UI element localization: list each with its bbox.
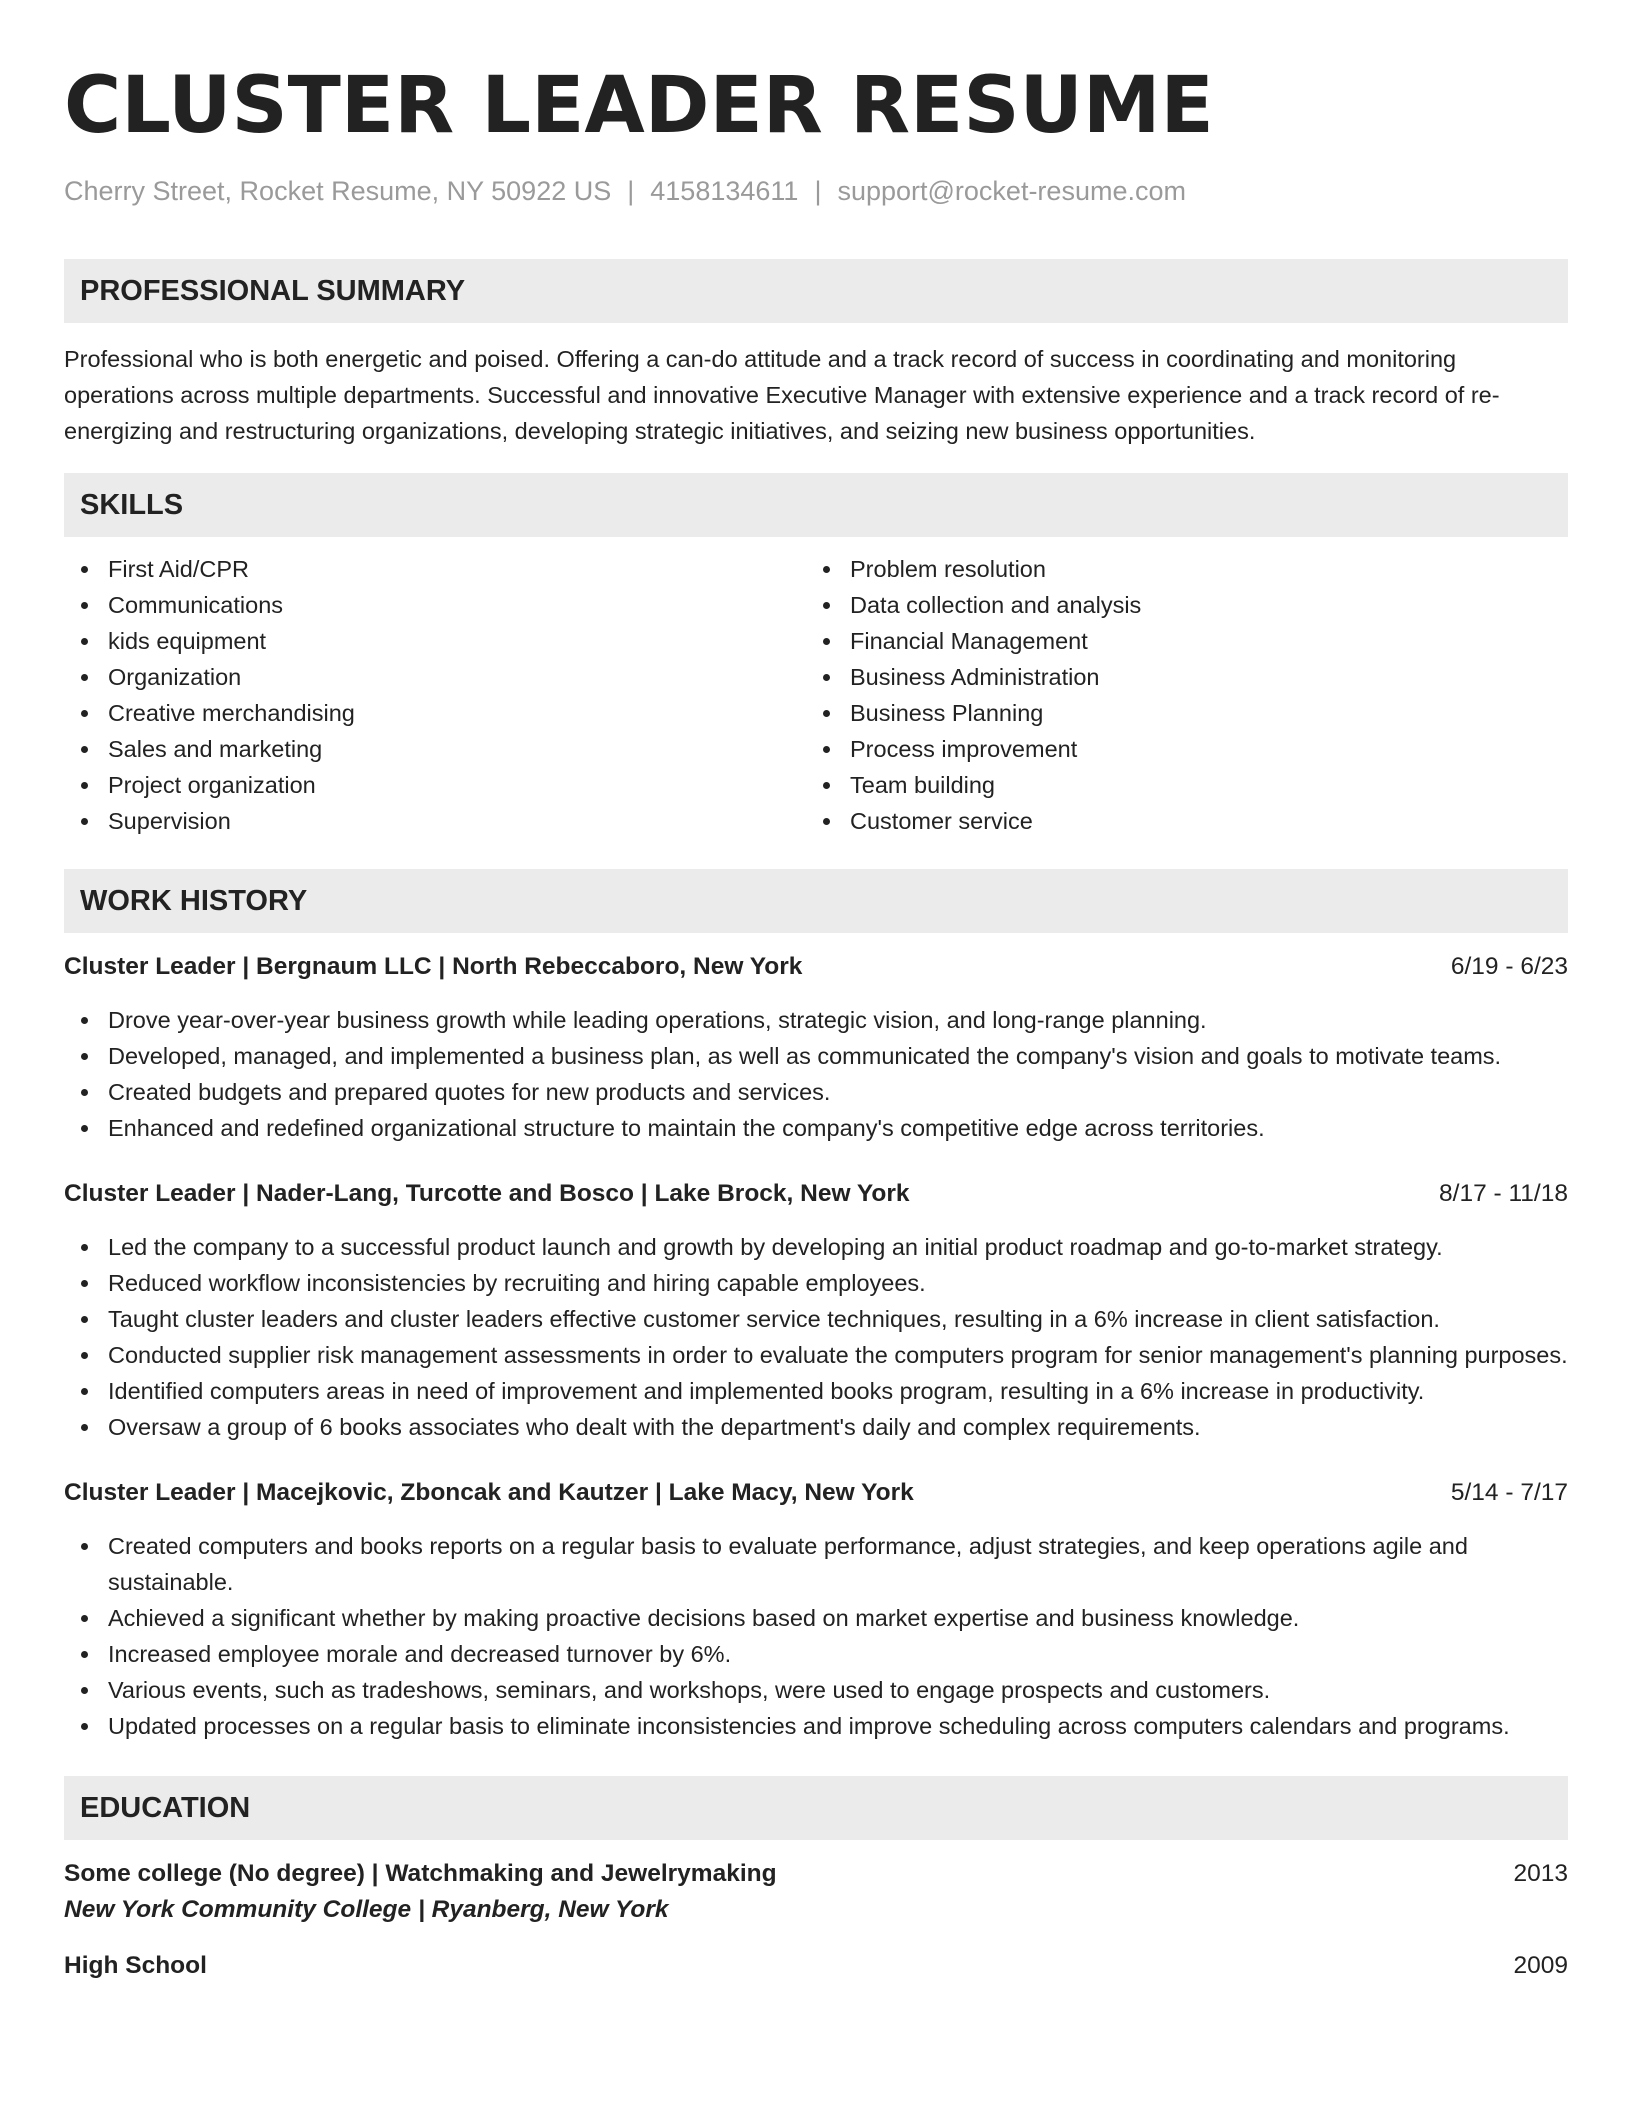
education-school: New York Community College | Ryanberg, New York bbox=[64, 1896, 669, 1923]
section-header-work-history: WORK HISTORY bbox=[64, 869, 1568, 933]
job-bullet: Reduced workflow inconsistencies by recruiting and hiring capable employees. bbox=[64, 1265, 1568, 1301]
job-dates: 6/19 - 6/23 bbox=[1450, 953, 1568, 980]
job-bullet: Led the company to a successful product launch and growth by developing an initial product roadmap and go-to-market strategy. bbox=[64, 1229, 1568, 1265]
skill-item: Process improvement bbox=[806, 731, 1548, 767]
skills-column-left bbox=[64, 551, 806, 839]
job-bullets bbox=[64, 1528, 1568, 1744]
skills-list bbox=[64, 551, 1568, 839]
skill-item: Customer service bbox=[806, 803, 1548, 839]
resume-page bbox=[64, 0, 1568, 1984]
section-header-education: EDUCATION bbox=[64, 1776, 1568, 1840]
job-bullet: Developed, managed, and implemented a business plan, as well as communicated the company's vision and goals to motivate teams. bbox=[64, 1038, 1568, 1074]
job-header bbox=[64, 1475, 1568, 1511]
skill-item: Team building bbox=[806, 767, 1548, 803]
education-header bbox=[64, 1948, 1568, 1984]
job-bullets bbox=[64, 1002, 1568, 1146]
education-header bbox=[64, 1856, 1568, 1892]
education-degree: Some college (No degree) | Watchmaking and Jewelrymaking bbox=[64, 1860, 777, 1887]
education-year: 2013 bbox=[1513, 1860, 1568, 1887]
resume-title: CLUSTER LEADER RESUME bbox=[64, 61, 1214, 151]
job-header bbox=[64, 949, 1568, 985]
job-entry bbox=[64, 1176, 1568, 1445]
job-bullet: Various events, such as tradeshows, seminars, and workshops, were used to engage prospects and customers. bbox=[64, 1672, 1568, 1708]
contact-address: Cherry Street, Rocket Resume, NY 50922 US bbox=[64, 176, 612, 206]
job-bullet: Drove year-over-year business growth while leading operations, strategic vision, and long-range planning. bbox=[64, 1002, 1568, 1038]
job-entry bbox=[64, 1475, 1568, 1744]
job-bullet: Updated processes on a regular basis to eliminate inconsistencies and improve scheduling across computers calendars and programs. bbox=[64, 1708, 1568, 1744]
skill-item: Communications bbox=[64, 587, 806, 623]
job-bullet: Taught cluster leaders and cluster leaders effective customer service techniques, resulting in a 6% increase in client satisfaction. bbox=[64, 1301, 1568, 1337]
job-bullet: Achieved a significant whether by making proactive decisions based on market expertise and business knowledge. bbox=[64, 1600, 1568, 1636]
education-degree: High School bbox=[64, 1952, 207, 1979]
skill-item: Financial Management bbox=[806, 623, 1548, 659]
contact-email: support@rocket-resume.com bbox=[837, 176, 1186, 206]
skills-column-right bbox=[806, 551, 1548, 839]
skill-item: kids equipment bbox=[64, 623, 806, 659]
job-dates: 8/17 - 11/18 bbox=[1439, 1180, 1568, 1207]
job-title: Cluster Leader | Bergnaum LLC | North Rebeccaboro, New York bbox=[64, 953, 803, 980]
education-entry bbox=[64, 1948, 1568, 1984]
job-bullets bbox=[64, 1229, 1568, 1445]
job-bullet: Identified computers areas in need of improvement and implemented books program, resulting in a 6% increase in productivity. bbox=[64, 1373, 1568, 1409]
summary-text: Professional who is both energetic and poised. Offering a can-do attitude and a track record of success in coordinating and monitoring operations across multiple departments. Successful and innovative Executive Manager with extensive experience and a track record of re-energizing and restructuring organizations, developing strategic initiatives, and seizing new business opportunities. bbox=[64, 346, 1500, 444]
skill-item: Data collection and analysis bbox=[806, 587, 1548, 623]
job-bullet: Conducted supplier risk management assessments in order to evaluate the computers program for senior management's planning purposes. bbox=[64, 1337, 1568, 1373]
job-bullet: Oversaw a group of 6 books associates who dealt with the department's daily and complex requirements. bbox=[64, 1409, 1568, 1445]
education-entry bbox=[64, 1856, 1568, 1928]
skill-item: Problem resolution bbox=[806, 551, 1548, 587]
skill-item: Business Administration bbox=[806, 659, 1548, 695]
job-bullet: Created budgets and prepared quotes for new products and services. bbox=[64, 1074, 1568, 1110]
job-entry bbox=[64, 949, 1568, 1146]
skill-item: Sales and marketing bbox=[64, 731, 806, 767]
education-year: 2009 bbox=[1513, 1952, 1568, 1979]
skill-item: First Aid/CPR bbox=[64, 551, 806, 587]
contact-line bbox=[64, 174, 1568, 208]
job-header bbox=[64, 1176, 1568, 1212]
job-bullet: Created computers and books reports on a regular basis to evaluate performance, adjust strategies, and keep operations agile and sustainable. bbox=[64, 1528, 1568, 1600]
job-bullet: Enhanced and redefined organizational structure to maintain the company's competitive edge across territories. bbox=[64, 1110, 1568, 1146]
contact-separator: | bbox=[814, 176, 822, 206]
contact-phone: 4158134611 bbox=[650, 176, 799, 206]
contact-separator: | bbox=[627, 176, 635, 206]
skill-item: Project organization bbox=[64, 767, 806, 803]
job-title: Cluster Leader | Nader-Lang, Turcotte and Bosco | Lake Brock, New York bbox=[64, 1180, 910, 1207]
job-bullet: Increased employee morale and decreased turnover by 6%. bbox=[64, 1636, 1568, 1672]
section-header-skills: SKILLS bbox=[64, 473, 1568, 537]
skill-item: Supervision bbox=[64, 803, 806, 839]
skill-item: Organization bbox=[64, 659, 806, 695]
section-header-summary: PROFESSIONAL SUMMARY bbox=[64, 259, 1568, 323]
skill-item: Creative merchandising bbox=[64, 695, 806, 731]
skill-item: Business Planning bbox=[806, 695, 1548, 731]
job-title: Cluster Leader | Macejkovic, Zboncak and Kautzer | Lake Macy, New York bbox=[64, 1479, 914, 1506]
job-dates: 5/14 - 7/17 bbox=[1450, 1479, 1568, 1506]
